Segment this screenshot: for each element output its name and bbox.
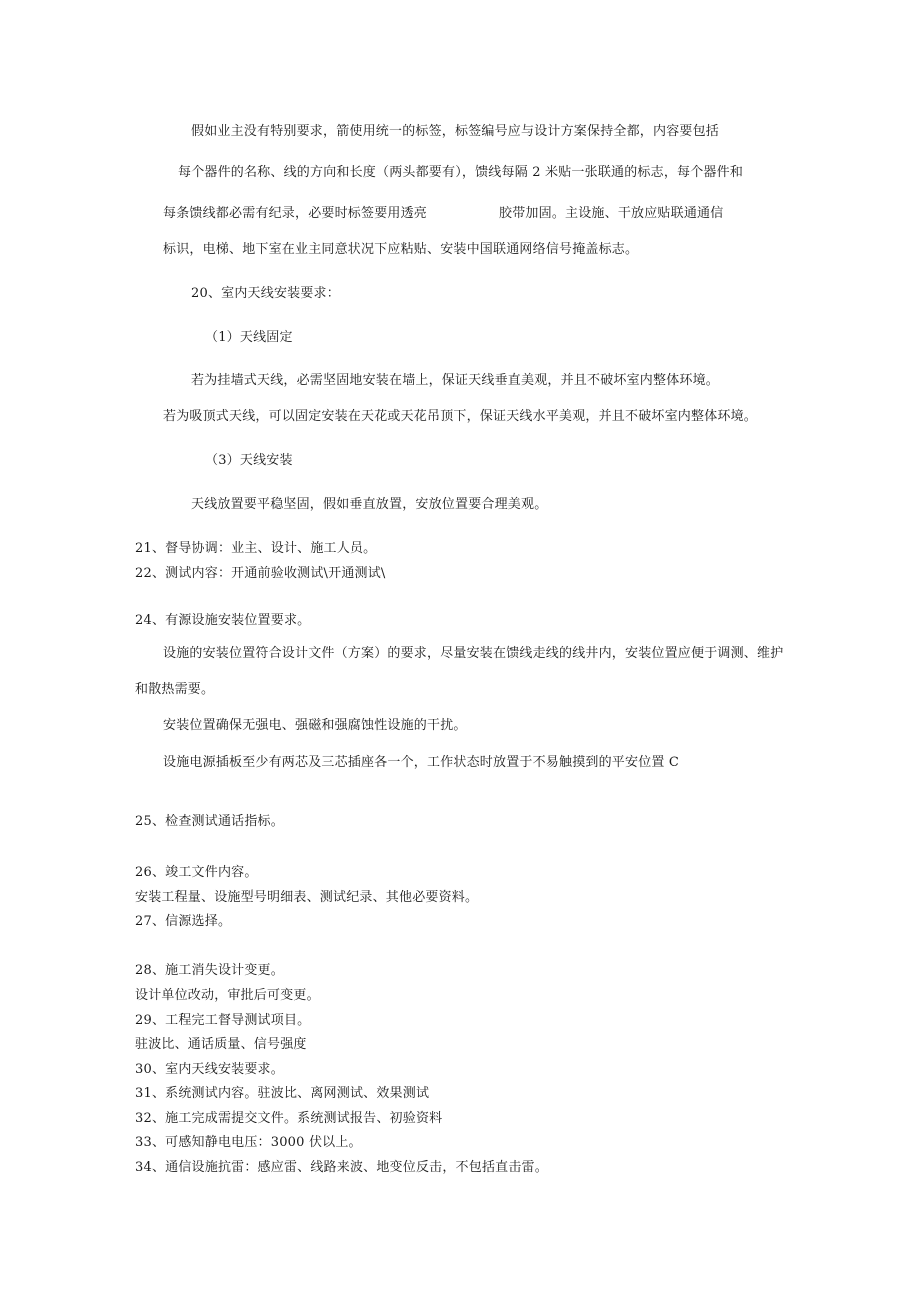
paragraph-line: 标识，电梯、地下室在业主同意状况下应粘贴、安装中国联通网络信号掩盖标志。 [163,242,639,257]
list-item: 22、测试内容：开通前验收测试\开通测试\ [135,566,386,581]
paragraph-line: 若为挂墙式天线，必需坚固地安装在墙上，保证天线垂直美观，并且不破坏室内整体环境。 [191,373,720,388]
list-item: 31、系统测试内容。驻波比、离网测试、效果测试 [135,1086,430,1101]
paragraph-line [163,206,723,222]
list-item: 33、可感知静电电压：3000 伏以上。 [135,1135,362,1150]
list-item: 34、通信设施抗雷：感应雷、线路来波、地变位反击，不包括直击雷。 [135,1160,548,1175]
list-item: 25、检查测试通话指标。 [135,814,284,829]
paragraph-line: 驻波比、通话质量、信号强度 [135,1037,307,1052]
list-item: 32、施工完成需提交文件。系统测试报告、初验资料 [135,1111,443,1126]
paragraph-line: 安装位置确保无强电、强磁和强腐蚀性设施的干扰。 [163,718,467,733]
list-item: 29、工程完工督导测试项目。 [135,1013,311,1028]
subsection-heading: （3）天线安装 [205,453,293,468]
paragraph-line: 若为吸顶式天线，可以固定安装在天花或天花吊顶下，保证天线水平美观，并且不破坏室内整体环境。 [163,409,758,424]
paragraph-fragment: 每条馈线都必需有纪录，必要时标签要用透亮 [163,206,428,221]
list-item: 28、施工消失设计变更。 [135,963,284,978]
list-item: 26、竣工文件内容。 [135,865,258,880]
list-item: 24、有源设施安装位置要求。 [135,613,311,628]
paragraph-line: 每个器件的名称、线的方向和长度（两头都要有），馈线每隔 2 米贴一张联通的标志，每个器件和 [178,165,744,180]
paragraph-line: 天线放置要平稳坚固，假如垂直放置，安放位置要合理美观。 [191,497,548,512]
paragraph-line: 设施的安装位置符合设计文件（方案）的要求，尽量安装在馈线走线的线井内，安装位置应便于调测、维护 [163,646,784,661]
paragraph-line: 设计单位改动，审批后可变更。 [135,988,320,1003]
list-item: 30、室内天线安装要求。 [135,1062,284,1077]
list-item: 27、信源选择。 [135,914,232,929]
paragraph-line: 假如业主没有特别要求，箭使用统一的标签，标签编号应与设计方案保持全都，内容要包括 [191,124,720,139]
section-heading: 20、室内天线安装要求： [191,286,340,301]
paragraph-line: 安装工程量、设施型号明细表、测试纪录、其他必要资料。 [135,890,479,905]
paragraph-fragment: 胶带加固。主设施、干放应贴联通通信 [499,206,724,221]
subsection-heading: （1）天线固定 [205,330,293,345]
paragraph-line: 设施电源插板至少有两芯及三芯插座各一个，工作状态时放置于不易触摸到的平安位置 C [163,755,680,770]
paragraph-line: 和散热需要。 [135,682,215,697]
list-item: 21、督导协调：业主、设计、施工人员。 [135,541,377,556]
